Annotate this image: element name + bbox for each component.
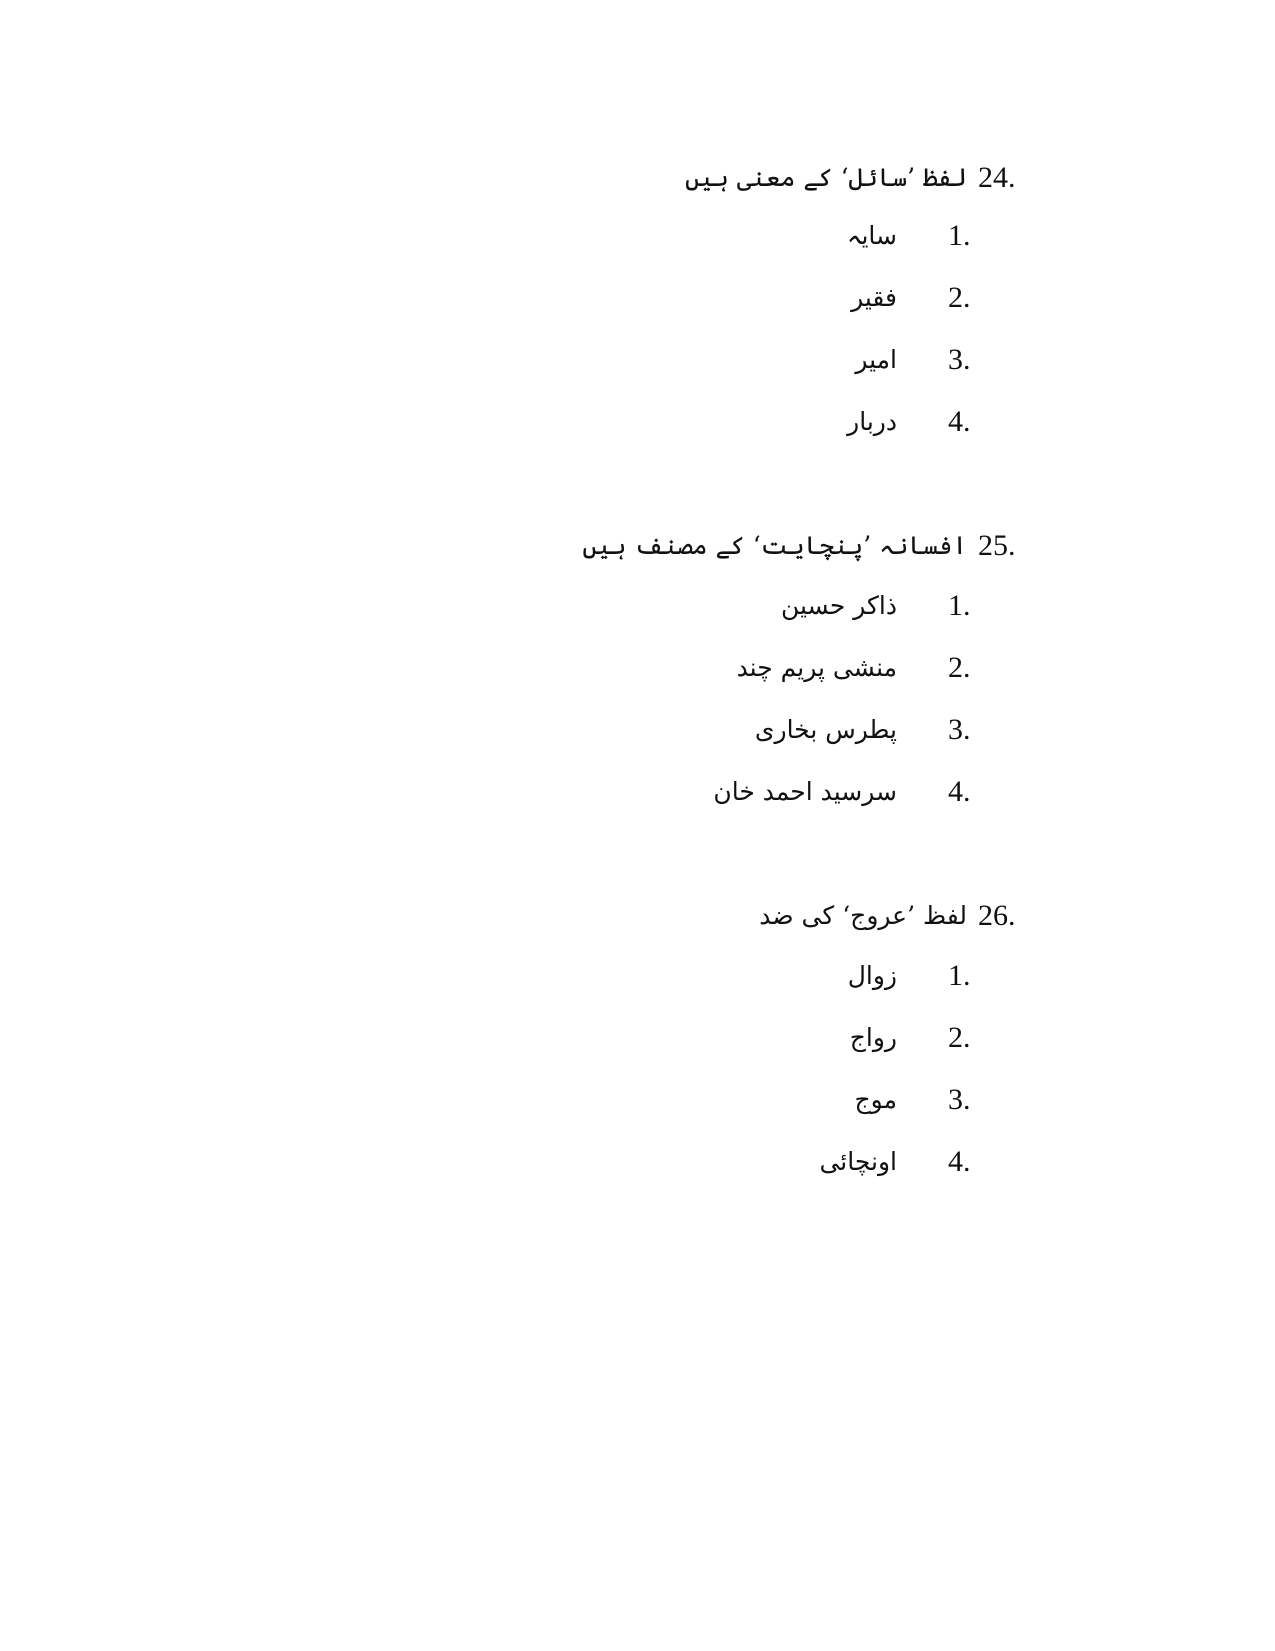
option-number: 2. (948, 651, 971, 684)
option-25-2[interactable] (0, 648, 1275, 688)
option-number: 4. (948, 405, 971, 438)
option-24-3[interactable] (0, 340, 1275, 380)
option-number: 1. (948, 589, 971, 622)
option-number: 1. (948, 219, 971, 252)
option-text: اونچائی (819, 1147, 897, 1176)
question-number: 25. (978, 529, 1016, 562)
option-26-4[interactable] (0, 1142, 1275, 1182)
option-25-4[interactable] (0, 772, 1275, 812)
option-text: فقیر (851, 283, 897, 312)
option-text: زوال (847, 961, 897, 990)
option-26-3[interactable] (0, 1080, 1275, 1120)
option-number: 1. (948, 959, 971, 992)
option-text: دربار (847, 407, 897, 436)
option-25-3[interactable] (0, 710, 1275, 750)
option-25-1[interactable] (0, 586, 1275, 626)
option-24-1[interactable] (0, 216, 1275, 256)
option-number: 2. (948, 281, 971, 314)
option-text: پطرس بخاری (754, 715, 897, 744)
option-number: 4. (948, 1145, 971, 1178)
option-24-2[interactable] (0, 278, 1275, 318)
option-text: رواج (849, 1023, 897, 1052)
option-number: 3. (948, 1083, 971, 1116)
option-number: 3. (948, 713, 971, 746)
option-text: سرسید احمد خان (713, 777, 897, 806)
option-24-4[interactable] (0, 402, 1275, 442)
option-number: 4. (948, 775, 971, 808)
question-text: افسانہ ’پنچایت‘ کے مصنف ہیں (582, 531, 967, 560)
option-26-1[interactable] (0, 956, 1275, 996)
question-number: 26. (978, 899, 1016, 932)
option-text: موج (854, 1085, 897, 1114)
option-text: امیر (855, 345, 897, 374)
option-number: 2. (948, 1021, 971, 1054)
option-text: منشی پریم چند (736, 653, 897, 682)
question-text: لفظ ’عروج‘ کی ضد (759, 901, 967, 930)
option-number: 3. (948, 343, 971, 376)
question-text: لفظ ’سائل‘ کے معنی ہیں (684, 163, 967, 192)
option-text: ذاکر حسین (780, 591, 897, 620)
option-26-2[interactable] (0, 1018, 1275, 1058)
option-text: سایہ (846, 221, 897, 250)
question-number: 24. (978, 161, 1016, 194)
